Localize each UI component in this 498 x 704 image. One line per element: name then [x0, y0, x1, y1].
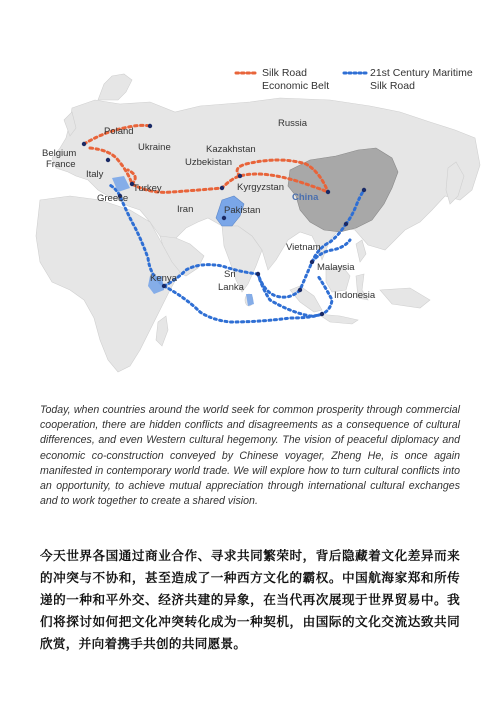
city-marker-rotterdam: [82, 142, 86, 146]
label-turkey: Turkey: [133, 183, 162, 194]
legend: [236, 67, 473, 92]
city-marker-jakarta: [320, 312, 324, 316]
label-kyrgyzstan: Kyrgyzstan: [237, 182, 284, 193]
madagascar-landmass: [156, 316, 168, 346]
city-marker-warsaw: [148, 124, 152, 128]
label-belgium: Belgium: [42, 148, 77, 159]
label-italy: Italy: [86, 169, 104, 180]
city-marker-guangzhou: [344, 222, 348, 226]
city-marker-kuala-lumpur: [298, 288, 302, 292]
english-paragraph: Today, when countries around the world seek for common prosperity through commercial cooperation, there are hidden conflicts and disagreements as a consequence of cultural differences, and even Western cultural hegemony. The vision of peaceful diplomacy and economic co-construction conveyed by Chinese voyager, Zheng He, is once again manifested in contemporary world trade. We will explore how to turn cultural conflicts into an opportunity, to achieve mutual appreciation through international cultural exchanges and to work together to create a shared vision.: [40, 404, 460, 508]
label-china: China: [292, 192, 319, 203]
label-vietnam: Vietnam: [286, 242, 321, 253]
city-marker-bishkek: [238, 174, 242, 178]
city-marker-gwadar: [222, 216, 226, 220]
label-russia: Russia: [278, 118, 308, 129]
label-indonesia: Indonesia: [334, 290, 376, 301]
sumatra-island: [290, 286, 322, 312]
city-marker-mombasa: [162, 284, 166, 288]
legend-land-label-line1: Silk Road: [262, 67, 307, 79]
java-island: [318, 314, 358, 324]
city-marker-venice: [106, 158, 110, 162]
label-kazakhstan: Kazakhstan: [206, 144, 256, 155]
legend-maritime-label-line2: Silk Road: [370, 80, 415, 92]
city-marker-xian: [326, 190, 330, 194]
legend-maritime-label-line1: 21st Century Maritime: [370, 67, 473, 79]
label-greece: Greece: [97, 193, 129, 204]
label-ukraine: Ukraine: [138, 142, 171, 153]
label-poland: Poland: [104, 126, 134, 137]
label-pakistan: Pakistan: [224, 205, 261, 216]
city-marker-hanoi: [310, 260, 314, 264]
new-guinea-island: [380, 288, 430, 308]
city-marker-colombo: [256, 272, 260, 276]
label-iran: Iran: [177, 204, 194, 215]
city-marker-fuzhou: [362, 188, 366, 192]
label-france: France: [46, 159, 76, 170]
scandinavia-landmass: [98, 74, 132, 100]
chinese-paragraph: 今天世界各国通过商业合作、寻求共同繁荣时，背后隐藏着文化差异而来的冲突与不协和，甚至造成了一种西方文化的霸权。中国航海家郑和所传递的一种和平外交、经济共建的异象，在当代再次展现于世界贸易中。我们将探讨如何把文化冲突转化成为一种契机，由国际的文化交流达致共同欣赏，并向着携手共创的共同愿景。: [40, 548, 460, 651]
city-marker-samarkand: [220, 186, 224, 190]
landmass-layer: [36, 74, 480, 372]
label-kenya: Kenya: [150, 273, 177, 284]
philippines-island: [356, 240, 366, 262]
label-sri-lanka-line2: Lanka: [218, 282, 244, 293]
legend-land-label-line2: Economic Belt: [262, 80, 330, 92]
label-sri-lanka-line1: Sri: [224, 269, 236, 280]
label-uzbekistan: Uzbekistan: [185, 157, 232, 168]
label-malaysia: Malaysia: [317, 262, 355, 273]
